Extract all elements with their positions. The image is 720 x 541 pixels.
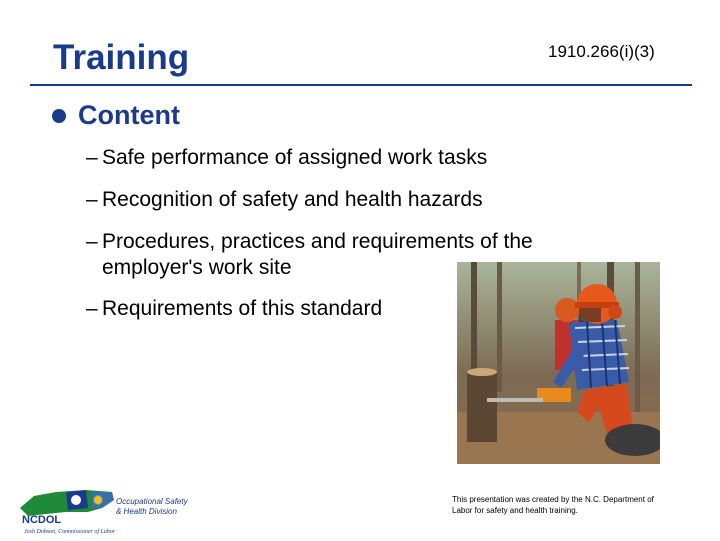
main-bullet xyxy=(52,100,180,131)
subbullet-item xyxy=(86,296,446,322)
subbullet-text: Recognition of safety and health hazards xyxy=(102,188,483,211)
subbullet-item xyxy=(86,145,546,171)
standard-reference: 1910.266(i)(3) xyxy=(548,42,655,61)
footer-note: This presentation was created by the N.C. Department of Labor for safety and health training. xyxy=(452,495,654,515)
subbullet-text: Requirements of this standard xyxy=(102,297,383,320)
ncdol-logo xyxy=(16,478,196,536)
ncdol-logo-graphic xyxy=(16,478,196,536)
dash-icon: – xyxy=(86,297,98,320)
dash-icon: – xyxy=(86,230,98,253)
logo-line1: Occupational Safety xyxy=(116,497,188,506)
dash-icon: – xyxy=(86,188,98,211)
subbullet-text: Procedures, practices and requirements of the employer's work site xyxy=(102,230,533,279)
subbullet-text: Safe performance of assigned work tasks xyxy=(102,146,488,169)
slide-title: Training xyxy=(53,38,190,77)
logger-photo-illustration xyxy=(457,262,660,464)
main-bullet-label: Content xyxy=(78,100,180,130)
dash-icon: – xyxy=(86,146,98,169)
logo-commissioner: Josh Dobson, Commissioner of Labor xyxy=(24,529,116,535)
logger-photo xyxy=(457,262,660,464)
logo-org-text: NCDOL xyxy=(22,514,62,526)
title-divider xyxy=(30,84,692,86)
subbullet-item xyxy=(86,187,546,213)
bullet-dot-icon xyxy=(52,109,66,123)
logo-line2: & Health Division xyxy=(116,507,177,516)
